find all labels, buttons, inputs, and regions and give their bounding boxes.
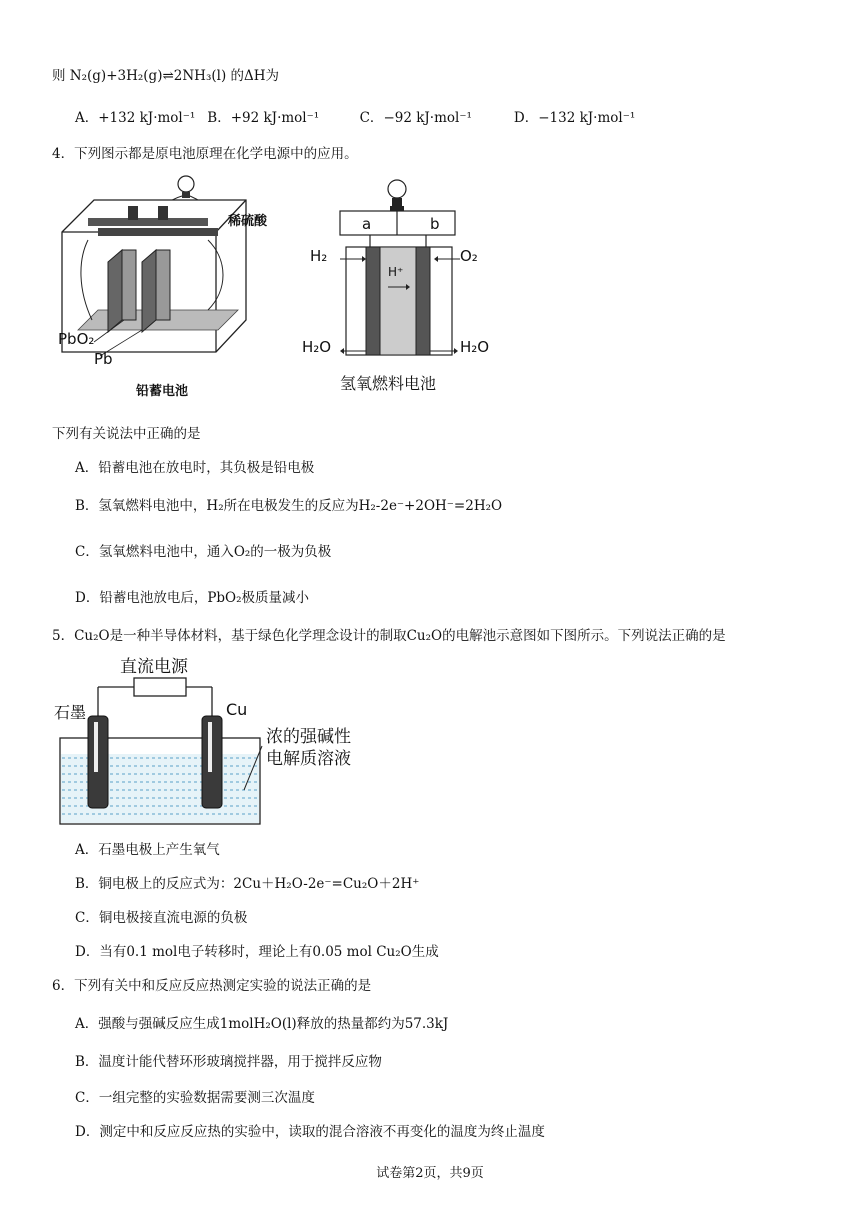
q5-option-d[interactable]: D．当有0.1 mol电子转移时，理论上有0.05 mol Cu₂O生成 (75, 944, 439, 960)
q5-option-c[interactable]: C．铜电极接直流电源的负极 (75, 910, 248, 926)
q3-option-c[interactable]: C．−92 kJ·mol⁻¹ (359, 110, 472, 126)
q5-option-b[interactable]: B．铜电极上的反应式为：2Cu＋H₂O-2e⁻=Cu₂O＋2H⁺ (75, 876, 420, 892)
label-dc-power: 直流电源 (120, 657, 188, 677)
label-cu: Cu (226, 700, 248, 719)
label-h2: H₂ (310, 247, 328, 265)
q3-option-a[interactable]: A．+132 kJ·mol⁻¹ (75, 110, 196, 126)
q6-option-a[interactable]: A．强酸与强碱反应生成1molH₂O(l)释放的热量都约为57.3kJ (75, 1016, 449, 1032)
q4-option-b[interactable]: B．氢氧燃料电池中，H₂所在电极发生的反应为H₂-2e⁻+2OH⁻=2H₂O (75, 498, 503, 514)
lead-battery-figure (58, 170, 278, 400)
q6-option-b[interactable]: B．温度计能代替环形玻璃搅拌器，用于搅拌反应物 (75, 1054, 382, 1070)
label-solution-line1: 浓的强碱性 (266, 727, 351, 747)
q3-suffix: 的ΔH为 (230, 68, 280, 84)
q6-option-d[interactable]: D．测定中和反应反应热的实验中，读取的混合溶液不再变化的温度为终止温度 (75, 1124, 545, 1140)
label-h2o-right: H₂O (460, 338, 490, 356)
q3-option-b[interactable]: B．+92 kJ·mol⁻¹ (207, 110, 320, 126)
q4-question: 下列有关说法中正确的是 (52, 426, 201, 442)
q4-option-c[interactable]: C．氢氧燃料电池中，通入O₂的一极为负极 (75, 544, 332, 560)
label-pb: Pb (94, 350, 113, 368)
fuel-cell-caption: 氢氧燃料电池 (340, 374, 437, 393)
q3-option-d[interactable]: D．−132 kJ·mol⁻¹ (513, 110, 636, 126)
q3-options (75, 106, 635, 126)
label-b: b (430, 215, 440, 233)
q4-option-d[interactable]: D．铅蓄电池放电后，PbO₂极质量减小 (75, 590, 310, 606)
fuel-cell-diagram (300, 175, 510, 400)
q3-equation-line (52, 64, 279, 84)
q4-stem: 4．下列图示都是原电池原理在化学电源中的应用。 (52, 146, 358, 162)
q3-prefix: 则 (52, 68, 66, 84)
label-h2o-left: H₂O (302, 338, 332, 356)
page-footer: 试卷第2页，共9页 (376, 1166, 484, 1181)
label-h-plus: H⁺ (388, 265, 404, 279)
lead-battery-caption: 铅蓄电池 (136, 384, 189, 399)
label-o2: O₂ (460, 247, 478, 265)
label-a: a (362, 215, 372, 233)
label-pbo2: PbO₂ (58, 330, 95, 348)
q5-option-a[interactable]: A．石墨电极上产生氧气 (75, 842, 220, 858)
lead-battery-diagram (58, 170, 278, 400)
fuel-cell-figure (300, 175, 510, 400)
q3-equation: N₂(g)+3H₂(g)⇌2NH₃(l) (69, 68, 227, 84)
label-graphite: 石墨 (54, 703, 87, 722)
electrolysis-figure (54, 650, 394, 830)
label-solution-line2: 电解质溶液 (266, 749, 351, 769)
q5-stem: 5．Cu₂O是一种半导体材料，基于绿色化学理念设计的制取Cu₂O的电解池示意图如下图所示。下列说法正确的是 (52, 628, 726, 644)
q6-stem: 6．下列有关中和反应反应热测定实验的说法正确的是 (52, 978, 372, 994)
q4-option-a[interactable]: A．铅蓄电池在放电时，其负极是铅电极 (75, 460, 315, 476)
q6-option-c[interactable]: C．一组完整的实验数据需要测三次温度 (75, 1090, 315, 1106)
label-dilute-acid: 稀硫酸 (228, 214, 268, 229)
